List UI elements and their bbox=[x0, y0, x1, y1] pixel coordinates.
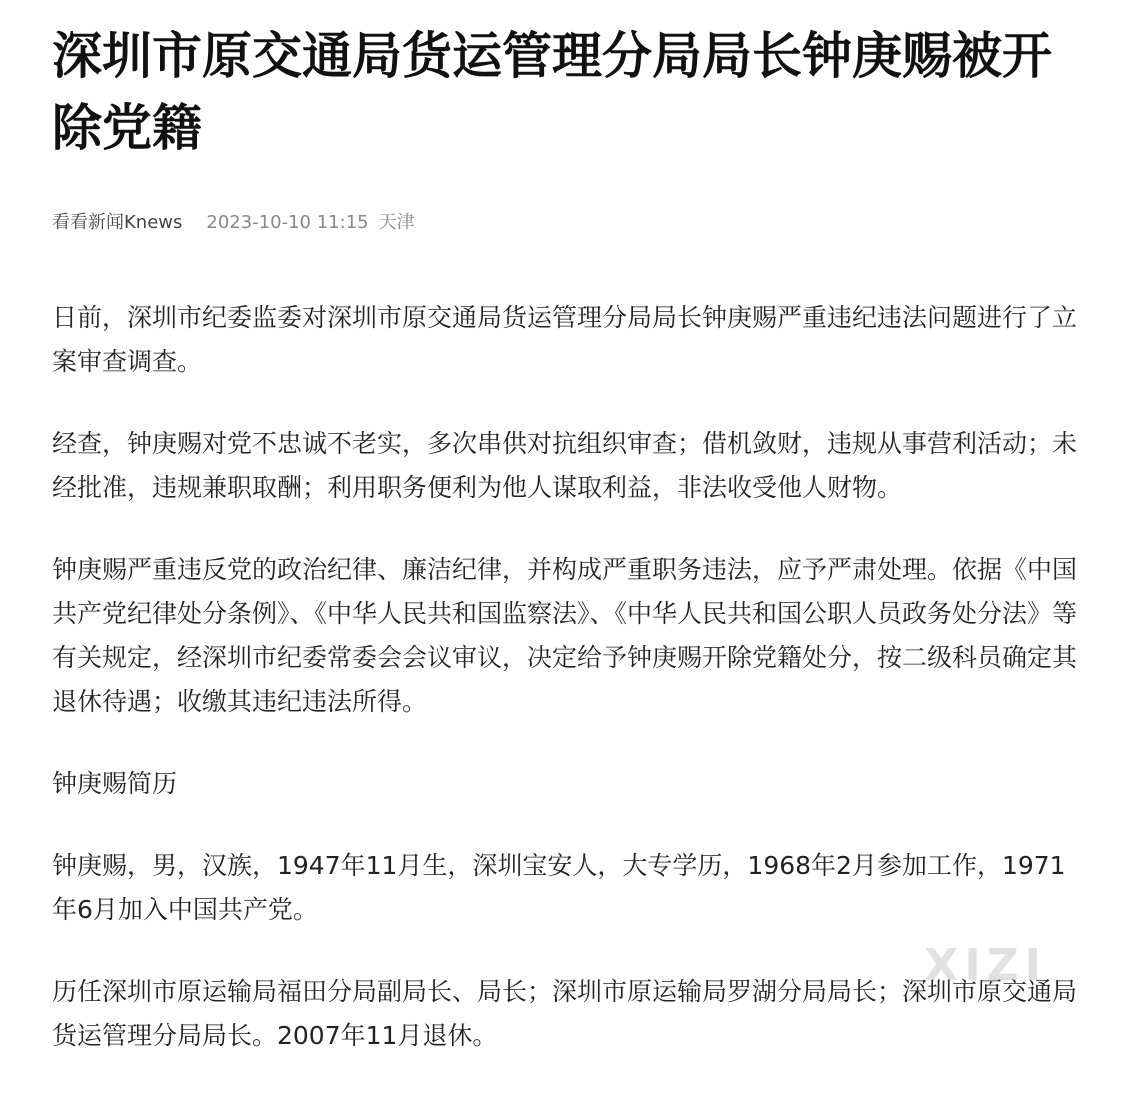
paragraph: 历任深圳市原运输局福田分局副局长、局长；深圳市原运输局罗湖分局局长；深圳市原交通局货运管理分局局长。2007年11月退休。 bbox=[52, 977, 1078, 1050]
watermark-logo: XIZI bbox=[924, 940, 1047, 991]
article-body bbox=[52, 296, 1082, 1058]
source-link[interactable]: 看看新闻Knews bbox=[52, 212, 183, 233]
paragraph: 钟庚赐，男，汉族，1947年11月生，深圳宝安人，大专学历，1968年2月参加工作，1971年6月加入中国共产党。 bbox=[52, 851, 1066, 924]
paragraph: 钟庚赐严重违反党的政治纪律、廉洁纪律，并构成严重职务违法，应予严肃处理。依据《中国共产党纪律处分条例》、《中华人民共和国监察法》、《中华人民共和国公职人员政务处分法》等有关规定，经深圳市纪委常委会会议审议，决定给予钟庚赐开除党籍处分，按二级科员确定其退休待遇；收缴其违纪违法所得。 bbox=[52, 555, 1078, 716]
paragraph: 日前，深圳市纪委监委对深圳市原交通局货运管理分局局长钟庚赐严重违纪违法问题进行了立案审查调查。 bbox=[52, 303, 1078, 376]
article-meta bbox=[52, 210, 1082, 236]
article-title: 深圳市原交通局货运管理分局局长钟庚赐被开除党籍 bbox=[52, 27, 1052, 157]
publish-location: 天津 bbox=[378, 212, 415, 233]
section-heading: 钟庚赐简历 bbox=[52, 769, 178, 798]
article bbox=[52, 20, 1082, 1096]
publish-time: 2023-10-10 11:15 bbox=[206, 212, 369, 233]
paragraph: 经查，钟庚赐对党不忠诚不老实，多次串供对抗组织审查；借机敛财，违规从事营利活动；未经批准，违规兼职取酬；利用职务便利为他人谋取利益，非法收受他人财物。 bbox=[52, 429, 1078, 502]
